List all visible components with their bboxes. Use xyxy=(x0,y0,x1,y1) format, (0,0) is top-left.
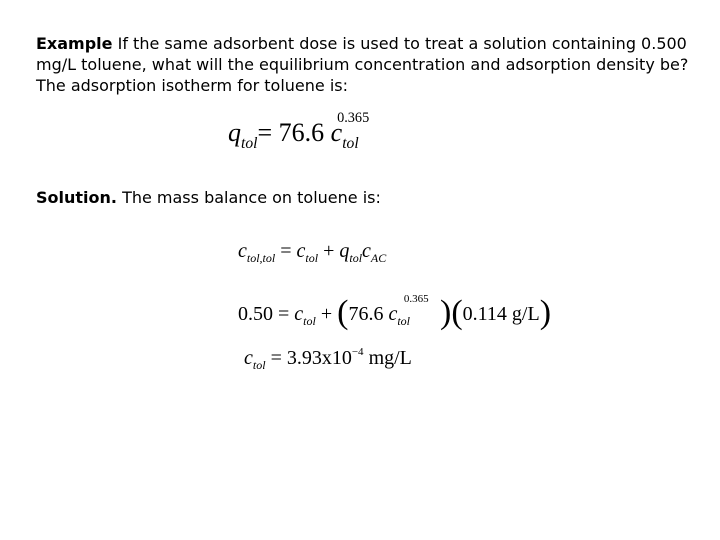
numeric-lhs: 0.50 = xyxy=(238,303,295,325)
balance-c2: c xyxy=(362,240,371,262)
solution-paragraph xyxy=(36,187,416,208)
isotherm-exponent: 0.365 xyxy=(337,110,370,127)
balance-c2-subscript: AC xyxy=(370,251,387,266)
isotherm-q: q xyxy=(228,118,241,147)
balance-q: q xyxy=(339,240,350,262)
result-c-subscript: tol xyxy=(252,358,266,373)
numeric-exponent: 0.365 xyxy=(403,292,429,305)
solution-text: The mass balance on toluene is: xyxy=(116,188,381,207)
numeric-c2-subscript: tol xyxy=(397,314,411,329)
result-equals: = 3.93x10 xyxy=(265,347,352,369)
isotherm-c: c xyxy=(330,118,343,147)
example-paragraph xyxy=(36,33,696,96)
balance-equals: = xyxy=(275,240,297,262)
numeric-open-paren: ( xyxy=(337,294,349,331)
result-equation xyxy=(244,345,412,373)
numeric-c-term xyxy=(388,292,429,329)
result-c: c xyxy=(244,347,253,369)
isotherm-equals: = 76.6 xyxy=(257,118,331,147)
result-exponent: −4 xyxy=(351,345,364,358)
example-heading: Example xyxy=(36,34,113,53)
numeric-c: c xyxy=(294,303,304,325)
numeric-close-paren: ) xyxy=(440,294,452,331)
numeric-c2: c xyxy=(388,303,398,325)
isotherm-c-term xyxy=(330,110,370,153)
balance-c: c xyxy=(296,240,306,262)
numeric-value: 0.114 g/L xyxy=(462,303,540,325)
solution-heading: Solution. xyxy=(36,188,117,207)
numeric-c-subscript: tol xyxy=(303,314,316,329)
numeric-open-paren-2: ( xyxy=(451,294,463,331)
result-unit: mg/L xyxy=(363,347,412,369)
balance-c-subscript: tol xyxy=(305,251,319,266)
numeric-plus: + xyxy=(315,303,338,325)
mass-balance-equation xyxy=(238,240,387,266)
numeric-equation xyxy=(238,291,551,329)
isotherm-equation xyxy=(228,110,370,153)
balance-q-subscript: tol xyxy=(349,251,363,266)
balance-lhs-subscript: tol,tol xyxy=(246,251,276,266)
numeric-coefficient: 76.6 xyxy=(348,303,389,325)
balance-plus: + xyxy=(318,240,340,262)
balance-lhs-c: c xyxy=(238,240,247,262)
example-text: If the same adsorbent dose is used to treat a solution containing 0.500 mg/L toluene, what will the equilibrium concentration and adsorption density be? The adsorption isotherm for toluene is: xyxy=(36,34,689,95)
isotherm-q-subscript: tol xyxy=(241,135,258,153)
isotherm-c-subscript: tol xyxy=(342,135,359,153)
numeric-close-paren-2: ) xyxy=(539,294,552,331)
